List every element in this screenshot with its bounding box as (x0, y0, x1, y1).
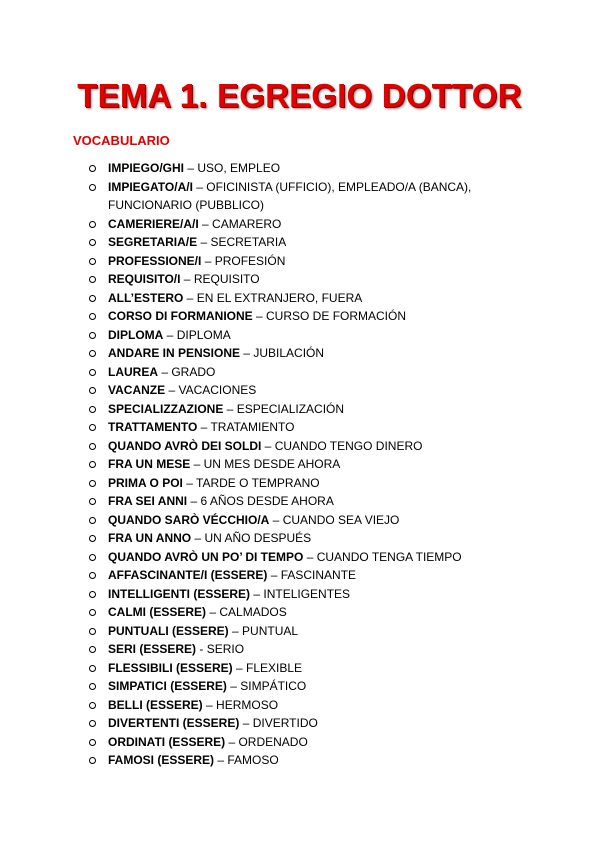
vocab-separator: – (250, 586, 264, 601)
hollow-circle-bullet-icon (89, 628, 96, 635)
vocab-separator: – (184, 161, 198, 175)
hollow-circle-bullet-icon (89, 739, 96, 746)
vocab-translation: EN EL EXTRANJERO, FUERA (196, 290, 363, 305)
list-item (0, 455, 599, 474)
list-item (0, 307, 599, 326)
list-item (0, 159, 599, 178)
hollow-circle-bullet-icon (89, 350, 96, 357)
vocab-term: IMPIEGATO/A/I (108, 179, 193, 194)
vocab-separator: – (223, 401, 237, 416)
vocab-term: QUANDO AVRÒ DEI SOLDI (108, 438, 262, 453)
list-item (0, 640, 599, 659)
vocab-term: PROFESSIONE/I (108, 253, 202, 268)
vocab-term: REQUISITO/I (108, 272, 181, 286)
hollow-circle-bullet-icon (89, 258, 96, 265)
vocab-separator: – (197, 420, 211, 434)
hollow-circle-bullet-icon (89, 461, 96, 468)
hollow-circle-bullet-icon (89, 554, 96, 561)
vocab-translation: DIPLOMA (176, 327, 231, 342)
list-item (0, 437, 599, 456)
vocab-translation: SECRETARIA (210, 235, 287, 249)
vocab-separator: – (183, 290, 197, 305)
vocab-term: LAUREA (108, 364, 158, 379)
list-item (0, 178, 599, 215)
hollow-circle-bullet-icon (89, 387, 96, 394)
vocab-separator: – (226, 679, 241, 693)
vocab-translation: 6 AÑOS DESDE AHORA (200, 494, 334, 508)
vocab-separator: – (202, 697, 217, 712)
vocab-translation: CALMADOS (219, 605, 287, 619)
hollow-circle-bullet-icon (89, 184, 96, 191)
section-heading: VOCABULARIO (73, 133, 170, 148)
vocab-separator: – (225, 734, 239, 749)
vocab-term: QUANDO SARÒ VÉCCHIO/A (108, 512, 270, 527)
vocab-translation: VACACIONES (178, 383, 257, 397)
hollow-circle-bullet-icon (89, 646, 96, 653)
list-item (0, 659, 599, 678)
list-item (0, 733, 599, 752)
vocab-separator: – (165, 383, 179, 397)
vocab-term: IMPIEGO/GHI (108, 161, 185, 175)
hollow-circle-bullet-icon (89, 221, 96, 228)
vocab-separator: – (303, 549, 317, 564)
vocab-term: QUANDO AVRÒ UN PO’ DI TEMPO (108, 549, 304, 564)
hollow-circle-bullet-icon (89, 535, 96, 542)
hollow-circle-bullet-icon (89, 239, 96, 246)
vocab-term: ORDINATI (ESSERE) (108, 734, 226, 749)
hollow-circle-bullet-icon (89, 757, 96, 764)
vocab-translation: INTELIGENTES (263, 586, 351, 601)
vocab-translation: SIMPÁTICO (240, 679, 307, 693)
vocab-term: CORSO DI FORMANIONE (108, 309, 253, 323)
vocab-separator: - (196, 642, 207, 656)
list-item (0, 492, 599, 511)
list-item (0, 474, 599, 493)
vocab-separator: – (228, 623, 243, 638)
vocab-translation: GRADO (171, 364, 216, 379)
list-item (0, 363, 599, 382)
vocab-separator: – (158, 364, 172, 379)
vocab-term: TRATTAMENTO (108, 420, 198, 434)
vocab-term: SPECIALIZZAZIONE (108, 401, 224, 416)
vocab-separator: – (198, 216, 213, 231)
vocab-separator: – (267, 568, 281, 582)
vocab-separator: – (261, 438, 275, 453)
hollow-circle-bullet-icon (89, 498, 96, 505)
vocab-term: FRA UN ANNO (108, 531, 192, 545)
hollow-circle-bullet-icon (89, 517, 96, 524)
list-item (0, 418, 599, 437)
vocab-translation: HERMOSO (216, 697, 279, 712)
vocab-term: DIVERTENTI (ESSERE) (108, 716, 240, 730)
vocab-translation: CUANDO TENGO DINERO (274, 438, 423, 453)
vocab-term: CAMERIERE/A/I (108, 216, 199, 231)
list-item (0, 751, 599, 770)
list-item (0, 585, 599, 604)
vocab-term: AFFASCINANTE/I (ESSERE) (108, 568, 268, 582)
vocab-term: SEGRETARIA/E (108, 235, 198, 249)
vocab-translation: CUANDO SEA VIEJO (282, 512, 400, 527)
vocab-translation: UN AÑO DESPUÉS (204, 531, 312, 545)
list-item (0, 381, 599, 400)
hollow-circle-bullet-icon (89, 369, 96, 376)
hollow-circle-bullet-icon (89, 665, 96, 672)
vocab-term: INTELLIGENTI (ESSERE) (108, 586, 251, 601)
vocab-translation: PUNTUAL (242, 623, 299, 638)
list-item (0, 566, 599, 585)
hollow-circle-bullet-icon (89, 424, 96, 431)
hollow-circle-bullet-icon (89, 332, 96, 339)
vocab-separator: – (180, 272, 194, 286)
list-item (0, 529, 599, 548)
vocab-separator: – (252, 309, 267, 323)
vocab-translation: TRATAMIENTO (210, 420, 295, 434)
hollow-circle-bullet-icon (89, 609, 96, 616)
vocab-separator: – (201, 253, 215, 268)
vocab-separator: – (191, 531, 205, 545)
vocab-translation: USO, EMPLEO (197, 161, 281, 175)
list-item (0, 622, 599, 641)
hollow-circle-bullet-icon (89, 406, 96, 413)
vocabulary-list (0, 159, 599, 770)
list-item (0, 215, 599, 234)
vocab-separator: – (206, 605, 220, 619)
vocab-translation: SERIO (206, 642, 245, 656)
list-item (0, 677, 599, 696)
vocab-translation: FAMOSO (227, 753, 279, 767)
vocab-translation: PROFESIÓN (214, 253, 286, 268)
vocab-translation: REQUISITO (193, 272, 260, 286)
vocab-translation: ESPECIALIZACIÓN (236, 401, 345, 416)
vocab-separator: – (240, 346, 254, 360)
vocab-separator: – (163, 327, 177, 342)
vocab-term: FLESSIBILI (ESSERE) (108, 660, 233, 675)
vocab-term: FRA UN MESE (108, 457, 191, 471)
vocab-translation: OFICINISTA (UFFICIO), EMPLEADO/A (BANCA), FUNCIONARIO (PUBBLICO) (108, 179, 472, 212)
vocab-translation: UN MES DESDE AHORA (203, 457, 341, 471)
hollow-circle-bullet-icon (89, 683, 96, 690)
vocab-term: FRA SEI ANNI (108, 494, 188, 508)
vocab-term: CALMI (ESSERE) (108, 605, 207, 619)
list-item (0, 511, 599, 530)
list-item (0, 603, 599, 622)
list-item (0, 548, 599, 567)
hollow-circle-bullet-icon (89, 591, 96, 598)
vocab-separator: – (182, 475, 197, 490)
vocab-term: ANDARE IN PENSIONE (108, 346, 241, 360)
vocab-translation: DIVERTIDO (252, 716, 318, 730)
vocab-translation: CAMARERO (212, 216, 282, 231)
vocab-term: FAMOSI (ESSERE) (108, 753, 215, 767)
vocab-separator: – (269, 512, 283, 527)
vocab-translation: CUANDO TENGA TIEMPO (316, 549, 462, 564)
vocab-translation: CURSO DE FORMACIÓN (266, 309, 407, 323)
vocab-separator: – (190, 457, 204, 471)
hollow-circle-bullet-icon (89, 295, 96, 302)
vocab-separator: – (187, 494, 201, 508)
vocab-term: ALL’ESTERO (108, 290, 184, 305)
hollow-circle-bullet-icon (89, 480, 96, 487)
vocab-separator: – (232, 660, 247, 675)
vocab-term: SIMPATICI (ESSERE) (108, 679, 227, 693)
vocab-translation: FLEXIBLE (246, 660, 303, 675)
vocab-term: VACANZE (108, 383, 166, 397)
vocab-term: BELLI (ESSERE) (108, 697, 203, 712)
vocab-separator: – (239, 716, 253, 730)
vocab-separator: – (192, 179, 207, 194)
page-title: TEMA 1. EGREGIO DOTTOR (77, 77, 522, 114)
list-item (0, 270, 599, 289)
vocab-term: SERI (ESSERE) (108, 642, 197, 656)
vocab-separator: – (214, 753, 228, 767)
vocab-translation: ORDENADO (238, 734, 308, 749)
list-item (0, 400, 599, 419)
vocab-translation: FASCINANTE (280, 568, 357, 582)
vocab-term: DIPLOMA (108, 327, 164, 342)
hollow-circle-bullet-icon (89, 702, 96, 709)
hollow-circle-bullet-icon (89, 313, 96, 320)
vocab-term: PUNTUALI (ESSERE) (108, 623, 229, 638)
list-item (0, 326, 599, 345)
hollow-circle-bullet-icon (89, 443, 96, 450)
list-item (0, 344, 599, 363)
vocab-translation: JUBILACIÓN (253, 346, 325, 360)
hollow-circle-bullet-icon (89, 572, 96, 579)
hollow-circle-bullet-icon (89, 165, 96, 172)
list-item (0, 233, 599, 252)
list-item (0, 289, 599, 308)
hollow-circle-bullet-icon (89, 720, 96, 727)
hollow-circle-bullet-icon (89, 276, 96, 283)
list-item (0, 714, 599, 733)
list-item (0, 696, 599, 715)
vocab-term: PRIMA O POI (108, 475, 183, 490)
vocab-translation: TARDE O TEMPRANO (196, 475, 320, 490)
vocab-separator: – (197, 235, 211, 249)
list-item (0, 252, 599, 271)
